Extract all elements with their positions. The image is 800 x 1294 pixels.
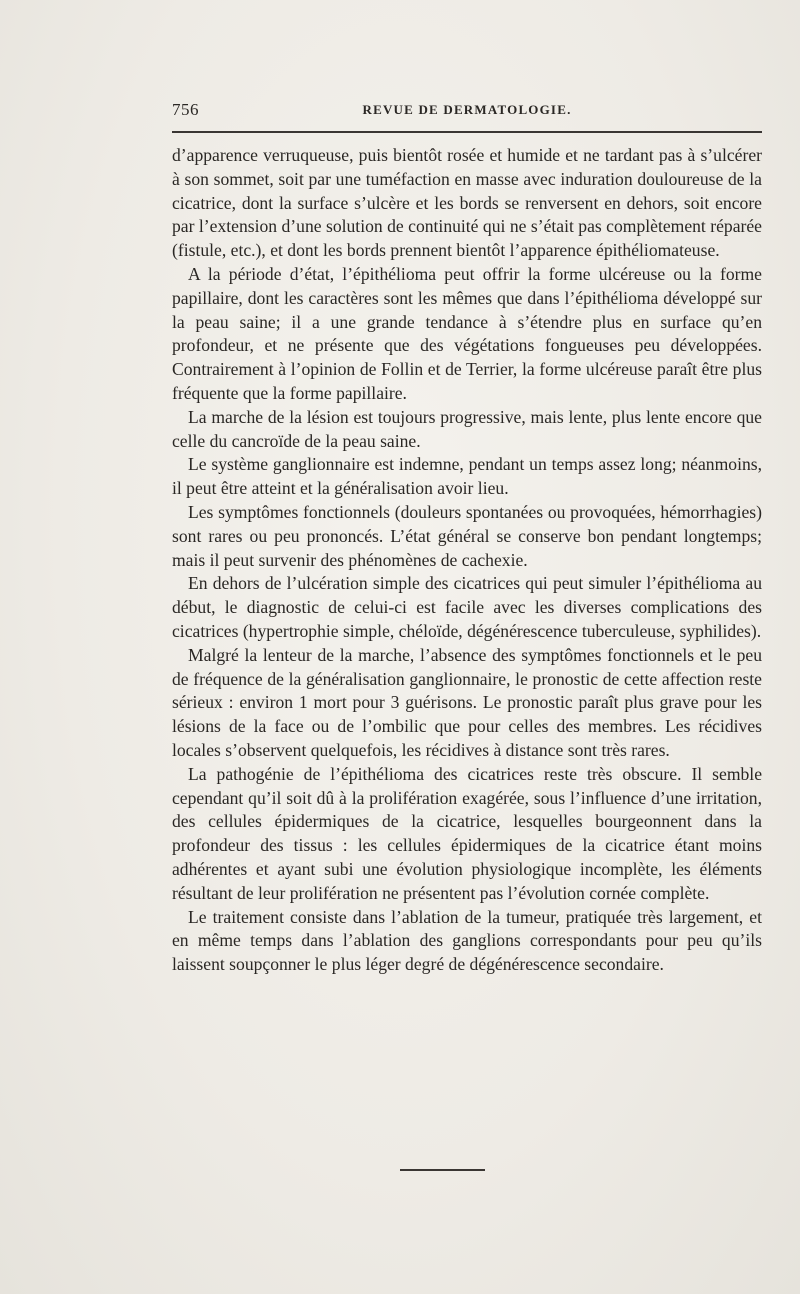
paragraph-continuation: d’apparence verruqueuse, puis bientôt rosée et humide et ne tardant pas à s’ulcérer à son sommet, soit par une tuméfaction en masse avec induration douloureuse de la cicatrice, dont la surface s’ulcère et les bords se renversent en dehors, soit encore par l’extension d’une solution de continuité qui ne s’était pas complètement réparée (fistule, etc.), et dont les bords prennent bientôt l’apparence épithéliomateuse. [172, 145, 762, 261]
paragraph-pathogenie: La pathogénie de l’épithélioma des cicatrices reste très obscure. Il semble cependant qu’il soit dû à la prolifération exagérée, sous l’influence d’une irritation, des cellules épidermiques de la cicatrice, lesquelles bourgeonnent dans la profondeur des tissus : les cellules épidermiques de la cicatrice étant moins adhérentes et ayant subi une évolution physiologique incomplète, les éléments résultant de leur prolifération ne présentent pas l’évolution cornée complète. [172, 763, 762, 903]
paragraph-marche: La marche de la lésion est toujours progressive, mais lente, plus lente encore que celle du cancroïde de la peau saine. [172, 406, 762, 451]
header-rule [172, 131, 762, 133]
paragraph-pronostic: Malgré la lenteur de la marche, l’absence des symptômes fonctionnels et le peu de fréquence de la généralisation ganglionnaire, le pronostic de cette affection reste sérieux : environ 1 mort pour 3 guérisons. Le pronostic paraît plus grave pour les lésions de la face ou de l’ombilic que pour celles des membres. Les récidives locales s’observent quelquefois, les récidives à distance sont très rares. [172, 644, 762, 760]
paragraph-systeme-ganglionnaire: Le système ganglionnaire est indemne, pendant un temps assez long; néanmoins, il peut être atteint et la généralisation avoir lieu. [172, 454, 762, 499]
page-header [172, 100, 762, 124]
body-text [172, 144, 762, 977]
page-number: 756 [172, 100, 199, 119]
paragraph-periode-etat: A la période d’état, l’épithélioma peut offrir la forme ulcéreuse ou la forme papillaire, dont les caractères sont les mêmes que dans l’épithélioma développé sur la peau saine; il a une grande tendance à s’étendre plus en surface qu’en profondeur, et ne présente que des végétations fongueuses peu développées. Contrairement à l’opinion de Follin et de Terrier, la forme ulcéreuse paraît être plus fréquente que la forme papillaire. [172, 263, 762, 403]
paragraph-diagnostic: En dehors de l’ulcération simple des cicatrices qui peut simuler l’épithélioma au début, le diagnostic de celui-ci est facile avec les diverses complications des cicatrices (hypertrophie simple, chéloïde, dégénérescence tuberculeuse, syphilides). [172, 573, 762, 641]
end-rule [400, 1169, 485, 1171]
running-title: REVUE DE DERMATOLOGIE. [362, 102, 572, 117]
paragraph-traitement: Le traitement consiste dans l’ablation de la tumeur, pratiquée très largement, et en même temps dans l’ablation des ganglions correspondants pour peu qu’ils laissent soupçonner le plus léger degré de dégénérescence secondaire. [172, 906, 762, 975]
paragraph-symptomes: Les symptômes fonctionnels (douleurs spontanées ou provoquées, hémorrhagies) sont rares ou peu prononcés. L’état général se conserve bon pendant longtemps; mais il peut survenir des phénomènes de cachexie. [172, 501, 762, 570]
